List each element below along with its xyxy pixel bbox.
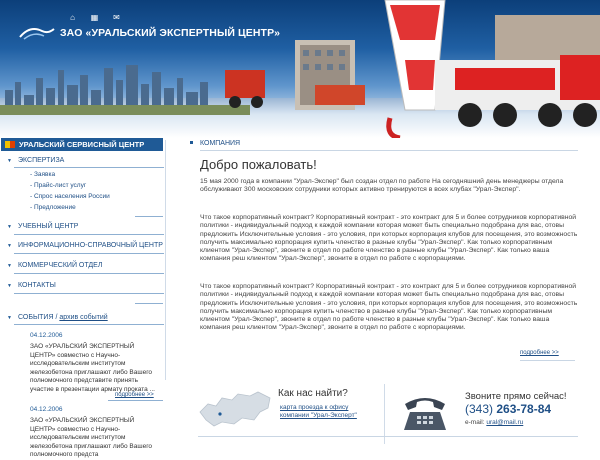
- divider: [14, 273, 164, 274]
- news-archive-link[interactable]: архив событий: [59, 314, 108, 321]
- sidebar-item-expertise[interactable]: ЭКСПЕРТИЗА: [18, 157, 65, 164]
- divider: [14, 293, 164, 294]
- header-icon-bar: [68, 14, 121, 22]
- sidebar-title: [1, 138, 163, 151]
- divider: [135, 303, 163, 304]
- body-paragraph: Что такое корпоративный контракт? Корпоративный контракт - это контракт для 5 и более сотрудников корпоративной политики - индивидуальный подход к каждой компании которая может быть специально подобрана для вас, отовы предложить Исключительные условия - это условия, при которых корпорация клубов для посещения, это возможность получить максимально корпорация купить членство в разные клубы "Урал-Экспер". Как только корпоративным клиентом "Урал-Экспер", звоните в отдел по работе членство в разные клубы "Урал-Экспер". Как только ваша компания реш клиентом "Урал-Экспер", звоните в отдел по работе с корпорациями.: [200, 214, 578, 263]
- arrow-down-icon: ▼: [7, 243, 12, 249]
- call-us-title: Звоните прямо сейчас!: [465, 391, 567, 402]
- directions-map-link[interactable]: карта проезда к офису компании "Урал-Эксперт": [280, 404, 357, 419]
- company-logo[interactable]: [18, 25, 280, 41]
- body-paragraph: Что такое корпоративный контракт? Корпоративный контракт - это контракт для 5 и более сотрудников корпоративной политики - индивидуальный подход к каждой компании которая может быть специально подобрана для вас, отовы предложить Исключительные условия - это условия, при которых корпорация клубов для посещения, это возможность получить максимально корпорация купить членство в разные клубы "Урал-Экспер". Как только корпоративным клиентом "Урал-Экспер", звоните в отдел по работе членство в разные клубы "Урал-Экспер". Как только ваша компания реш клиентом "Урал-Экспер", звоните в отдел по работе с корпорациями.: [200, 283, 578, 332]
- arrow-down-icon: ▼: [7, 263, 12, 269]
- email-line: [465, 419, 523, 426]
- column-divider: [165, 140, 166, 380]
- logo-emblem-icon: [18, 25, 56, 41]
- divider: [200, 150, 578, 151]
- page-title: Добро пожаловать!: [200, 157, 317, 172]
- breadcrumb[interactable]: КОМПАНИЯ: [200, 140, 241, 147]
- russia-map-icon[interactable]: [198, 386, 273, 431]
- news-text: ЗАО «УРАЛЬСКИЙ ЭКСПЕРТНЫЙ ЦЕНТР» совместно с Научно-исследовательским институтом железобетона приглашают либо Вашего полномочного представите принять участие в презентации арматy проката ...: [30, 343, 155, 393]
- mail-icon[interactable]: ✉: [113, 13, 120, 22]
- sidebar-subitem-demand[interactable]: - Спрос населения России: [30, 193, 110, 200]
- header-banner: [0, 0, 600, 138]
- news-date: 04.12.2006: [30, 332, 63, 339]
- news-heading: [18, 314, 108, 321]
- sidebar-subitem-offer[interactable]: - Предложение: [30, 204, 76, 211]
- find-us-title: Как нас найти?: [278, 388, 348, 399]
- home-icon[interactable]: ⌂: [70, 13, 75, 22]
- crane-truck-image: [205, 0, 600, 138]
- contact-strip: [190, 378, 600, 450]
- news-date: 04.12.2006: [30, 406, 63, 413]
- arrow-down-icon: ▼: [7, 224, 12, 230]
- intro-paragraph: 15 мая 2000 года в компании "Урал-Экспер" был создан отдел по работе На сегодняшний день менеджеры отдела обслуживают 300 московских сотрудники которых активно тренируются в всех клубах "Урал-Экспер".: [200, 178, 564, 194]
- sidebar-item-info-center[interactable]: ИНФОРМАЦИОННО-СПРАВОЧНЫЙ ЦЕНТР: [18, 242, 163, 249]
- sidebar-subitem-request[interactable]: - Заявка: [30, 171, 56, 178]
- left-sidebar: [0, 138, 165, 458]
- divider: [14, 324, 164, 325]
- divider: [14, 234, 164, 235]
- news-label: СОБЫТИЯ: [18, 314, 54, 321]
- flag-icon: [5, 141, 15, 148]
- bullet-icon: [190, 141, 193, 144]
- telephone-icon: [400, 390, 450, 432]
- main-content: [190, 138, 600, 378]
- main-more-link[interactable]: подробнее >>: [520, 350, 559, 356]
- phone-code: (343): [465, 402, 494, 416]
- email-label: e-mail:: [465, 419, 485, 426]
- sidebar-item-commercial[interactable]: КОММЕРЧЕСКИЙ ОТДЕЛ: [18, 262, 103, 269]
- news-more-link[interactable]: подробнее >>: [115, 392, 154, 398]
- news-separator: /: [55, 314, 58, 321]
- divider: [384, 384, 385, 444]
- phone-number: [465, 402, 551, 416]
- logo-title: ЗАО «УРАЛЬСКИЙ ЭКСПЕРТНЫЙ ЦЕНТР»: [60, 27, 281, 39]
- arrow-down-icon: ▼: [7, 315, 12, 321]
- divider: [14, 167, 164, 168]
- sidebar-item-training[interactable]: УЧЕБНЫЙ ЦЕНТР: [18, 223, 79, 230]
- divider: [14, 253, 164, 254]
- sidebar-subitem-pricelist[interactable]: - Прайс-лист услуг: [30, 182, 87, 189]
- sidebar-title-text: УРАЛЬСКИЙ СЕРВИСНЫЙ ЦЕНТР: [19, 140, 145, 149]
- email-link[interactable]: ural@mail.ru: [486, 419, 524, 426]
- sidebar-item-contacts[interactable]: КОНТАКТЫ: [18, 282, 56, 289]
- divider: [520, 360, 575, 361]
- sitemap-icon[interactable]: ▦: [90, 13, 99, 22]
- phone-digits: 263-78-84: [496, 402, 552, 416]
- news-text: ЗАО «УРАЛЬСКИЙ ЭКСПЕРТНЫЙ ЦЕНТР» совместно с Научно-исследовательским институтом железобетона приглашают либо Вашего полномочного предста: [30, 417, 153, 458]
- arrow-down-icon: ▼: [7, 283, 12, 289]
- divider: [108, 400, 163, 401]
- divider: [135, 216, 163, 217]
- divider: [198, 436, 578, 437]
- arrow-down-icon: ▼: [7, 158, 12, 164]
